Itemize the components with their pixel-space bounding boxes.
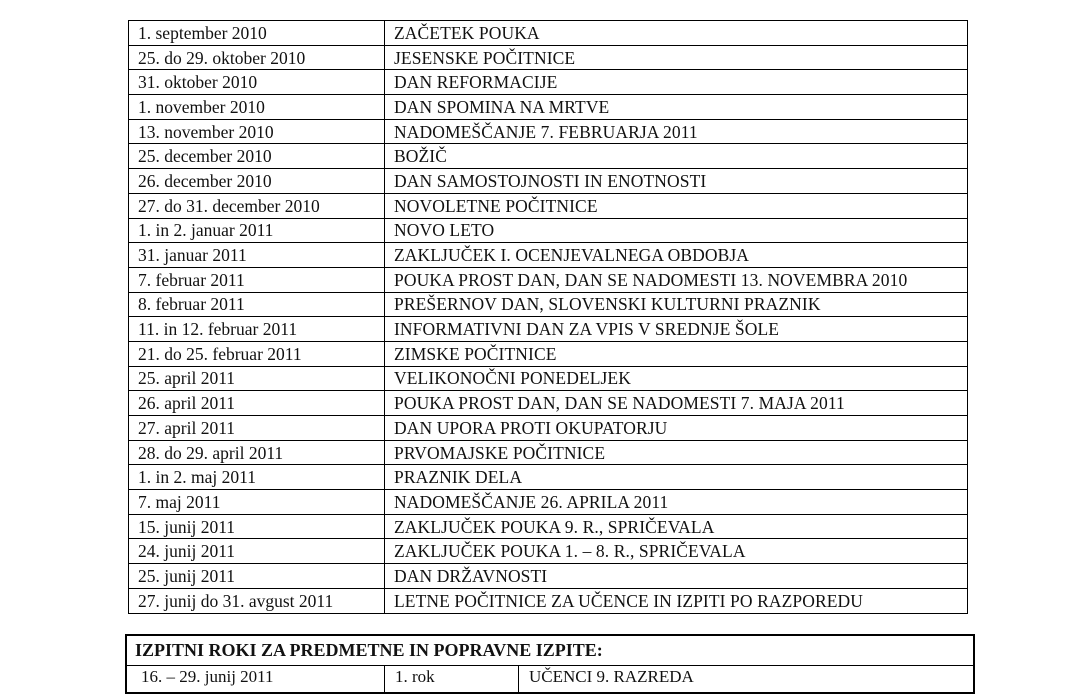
calendar-event-cell: ZAČETEK POUKA: [385, 21, 968, 46]
calendar-event-cell: NADOMEŠČANJE 26. APRILA 2011: [385, 490, 968, 515]
calendar-row: [129, 588, 968, 613]
calendar-date-cell: 27. junij do 31. avgust 2011: [129, 588, 385, 613]
calendar-row: [129, 95, 968, 120]
calendar-date-cell: 26. april 2011: [129, 391, 385, 416]
calendar-row: [129, 243, 968, 268]
calendar-row: [129, 416, 968, 441]
calendar-event-cell: NOVO LETO: [385, 218, 968, 243]
calendar-row: [129, 218, 968, 243]
calendar-event-cell: NOVOLETNE POČITNICE: [385, 193, 968, 218]
calendar-date-cell: 28. do 29. april 2011: [129, 440, 385, 465]
exam-group-cell: UČENCI 9. RAZREDA: [529, 667, 694, 686]
calendar-event-cell: DAN DRŽAVNOSTI: [385, 564, 968, 589]
calendar-date-cell: 11. in 12. februar 2011: [129, 317, 385, 342]
calendar-event-cell: POUKA PROST DAN, DAN SE NADOMESTI 7. MAJA 2011: [385, 391, 968, 416]
calendar-row: [129, 193, 968, 218]
school-calendar-table: [128, 20, 968, 614]
calendar-row: [129, 45, 968, 70]
calendar-event-cell: ZIMSKE POČITNICE: [385, 341, 968, 366]
calendar-date-cell: 24. junij 2011: [129, 539, 385, 564]
calendar-date-cell: 21. do 25. februar 2011: [129, 341, 385, 366]
calendar-date-cell: 25. junij 2011: [129, 564, 385, 589]
calendar-row: [129, 169, 968, 194]
calendar-date-cell: 31. oktober 2010: [129, 70, 385, 95]
exam-date-cell: 16. – 29. junij 2011: [127, 666, 385, 694]
calendar-row: [129, 391, 968, 416]
calendar-row: [129, 539, 968, 564]
calendar-body: [129, 21, 968, 614]
calendar-row: [129, 70, 968, 95]
calendar-event-cell: LETNE POČITNICE ZA UČENCE IN IZPITI PO RAZPOREDU: [385, 588, 968, 613]
calendar-date-cell: 25. april 2011: [129, 366, 385, 391]
calendar-date-cell: 27. do 31. december 2010: [129, 193, 385, 218]
calendar-row: [129, 564, 968, 589]
calendar-row: [129, 144, 968, 169]
exam-table-row: [127, 666, 973, 694]
calendar-row: [129, 292, 968, 317]
calendar-event-cell: ZAKLJUČEK I. OCENJEVALNEGA OBDOBJA: [385, 243, 968, 268]
calendar-date-cell: 25. do 29. oktober 2010: [129, 45, 385, 70]
calendar-event-cell: PRVOMAJSKE POČITNICE: [385, 440, 968, 465]
calendar-row: [129, 341, 968, 366]
calendar-row: [129, 514, 968, 539]
calendar-event-cell: ZAKLJUČEK POUKA 9. R., SPRIČEVALA: [385, 514, 968, 539]
calendar-date-cell: 1. in 2. maj 2011: [129, 465, 385, 490]
calendar-date-cell: 25. december 2010: [129, 144, 385, 169]
calendar-date-cell: 15. junij 2011: [129, 514, 385, 539]
calendar-date-cell: 13. november 2010: [129, 119, 385, 144]
calendar-event-cell: DAN UPORA PROTI OKUPATORJU: [385, 416, 968, 441]
exam-table-heading: IZPITNI ROKI ZA PREDMETNE IN POPRAVNE IZPITE:: [127, 636, 973, 666]
calendar-event-cell: DAN REFORMACIJE: [385, 70, 968, 95]
calendar-event-cell: BOŽIČ: [385, 144, 968, 169]
calendar-row: [129, 465, 968, 490]
calendar-row: [129, 21, 968, 46]
calendar-row: [129, 366, 968, 391]
calendar-row: [129, 317, 968, 342]
calendar-event-cell: INFORMATIVNI DAN ZA VPIS V SREDNJE ŠOLE: [385, 317, 968, 342]
calendar-event-cell: PREŠERNOV DAN, SLOVENSKI KULTURNI PRAZNIK: [385, 292, 968, 317]
calendar-row: [129, 267, 968, 292]
exam-term-cell: 1. rok: [385, 666, 519, 694]
calendar-event-cell: VELIKONOČNI PONEDELJEK: [385, 366, 968, 391]
calendar-date-cell: 1. november 2010: [129, 95, 385, 120]
calendar-row: [129, 440, 968, 465]
calendar-date-cell: 8. februar 2011: [129, 292, 385, 317]
calendar-event-cell: POUKA PROST DAN, DAN SE NADOMESTI 13. NOVEMBRA 2010: [385, 267, 968, 292]
calendar-row: [129, 490, 968, 515]
calendar-event-cell: PRAZNIK DELA: [385, 465, 968, 490]
calendar-date-cell: 1. in 2. januar 2011: [129, 218, 385, 243]
calendar-date-cell: 31. januar 2011: [129, 243, 385, 268]
calendar-event-cell: NADOMEŠČANJE 7. FEBRUARJA 2011: [385, 119, 968, 144]
calendar-row: [129, 119, 968, 144]
calendar-event-cell: DAN SAMOSTOJNOSTI IN ENOTNOSTI: [385, 169, 968, 194]
calendar-date-cell: 7. maj 2011: [129, 490, 385, 515]
calendar-date-cell: 27. april 2011: [129, 416, 385, 441]
calendar-event-cell: ZAKLJUČEK POUKA 1. – 8. R., SPRIČEVALA: [385, 539, 968, 564]
calendar-event-cell: JESENSKE POČITNICE: [385, 45, 968, 70]
calendar-event-cell: DAN SPOMINA NA MRTVE: [385, 95, 968, 120]
calendar-date-cell: 1. september 2010: [129, 21, 385, 46]
calendar-date-cell: 7. februar 2011: [129, 267, 385, 292]
exam-dates-table: [125, 634, 975, 694]
calendar-date-cell: 26. december 2010: [129, 169, 385, 194]
